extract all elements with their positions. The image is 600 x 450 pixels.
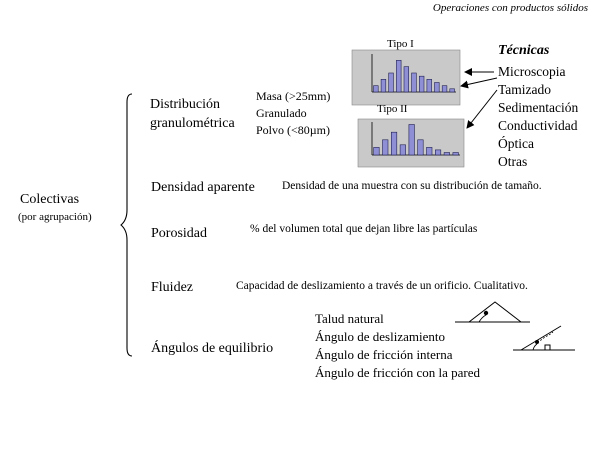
tecnica-item: Sedimentación [498,100,579,115]
prop-distribucion-2: granulométrica [150,116,235,131]
page-header: Operaciones con productos sólidos [432,2,588,14]
size-masa: Masa (>25mm) [256,89,331,103]
size-granulado: Granulado [256,106,307,120]
prop-distribucion-1: Distribución [150,97,220,112]
tecnica-item: Óptica [498,136,534,151]
root-label: Colectivas [20,192,80,207]
angulo-item: Ángulo de fricción con la pared [315,365,480,380]
tecnica-item: Tamizado [498,82,552,97]
prop-porosidad: Porosidad [151,226,207,241]
prop-fluidez: Fluidez [151,280,193,295]
tecnicas-title: Técnicas [498,43,550,58]
desc-porosidad: % del volumen total que dejan libre las partículas [250,223,478,235]
prop-angulos: Ángulos de equilibrio [151,341,274,356]
desc-fluidez: Capacidad de deslizamiento a través de un orificio. Cualitativo. [236,280,528,292]
angulo-item: Ángulo de fricción interna [315,347,453,362]
tecnica-item: Otras [498,154,528,169]
angulo-item: Talud natural [315,311,384,326]
root-sublabel: (por agrupación) [18,211,92,223]
tecnica-item: Conductividad [498,118,578,133]
prop-densidad: Densidad aparente [151,180,255,195]
chart-tipo-i-title: Tipo I [387,38,414,50]
size-polvo: Polvo (<80µm) [256,123,331,137]
deslizamiento-sketch [513,318,585,354]
tecnica-item: Microscopia [498,64,566,79]
chart-tipo-ii-title: Tipo II [377,103,408,115]
desc-densidad: Densidad de una muestra con su distribución de tamaño. [282,180,542,192]
angulo-item: Ángulo de deslizamiento [315,329,445,344]
